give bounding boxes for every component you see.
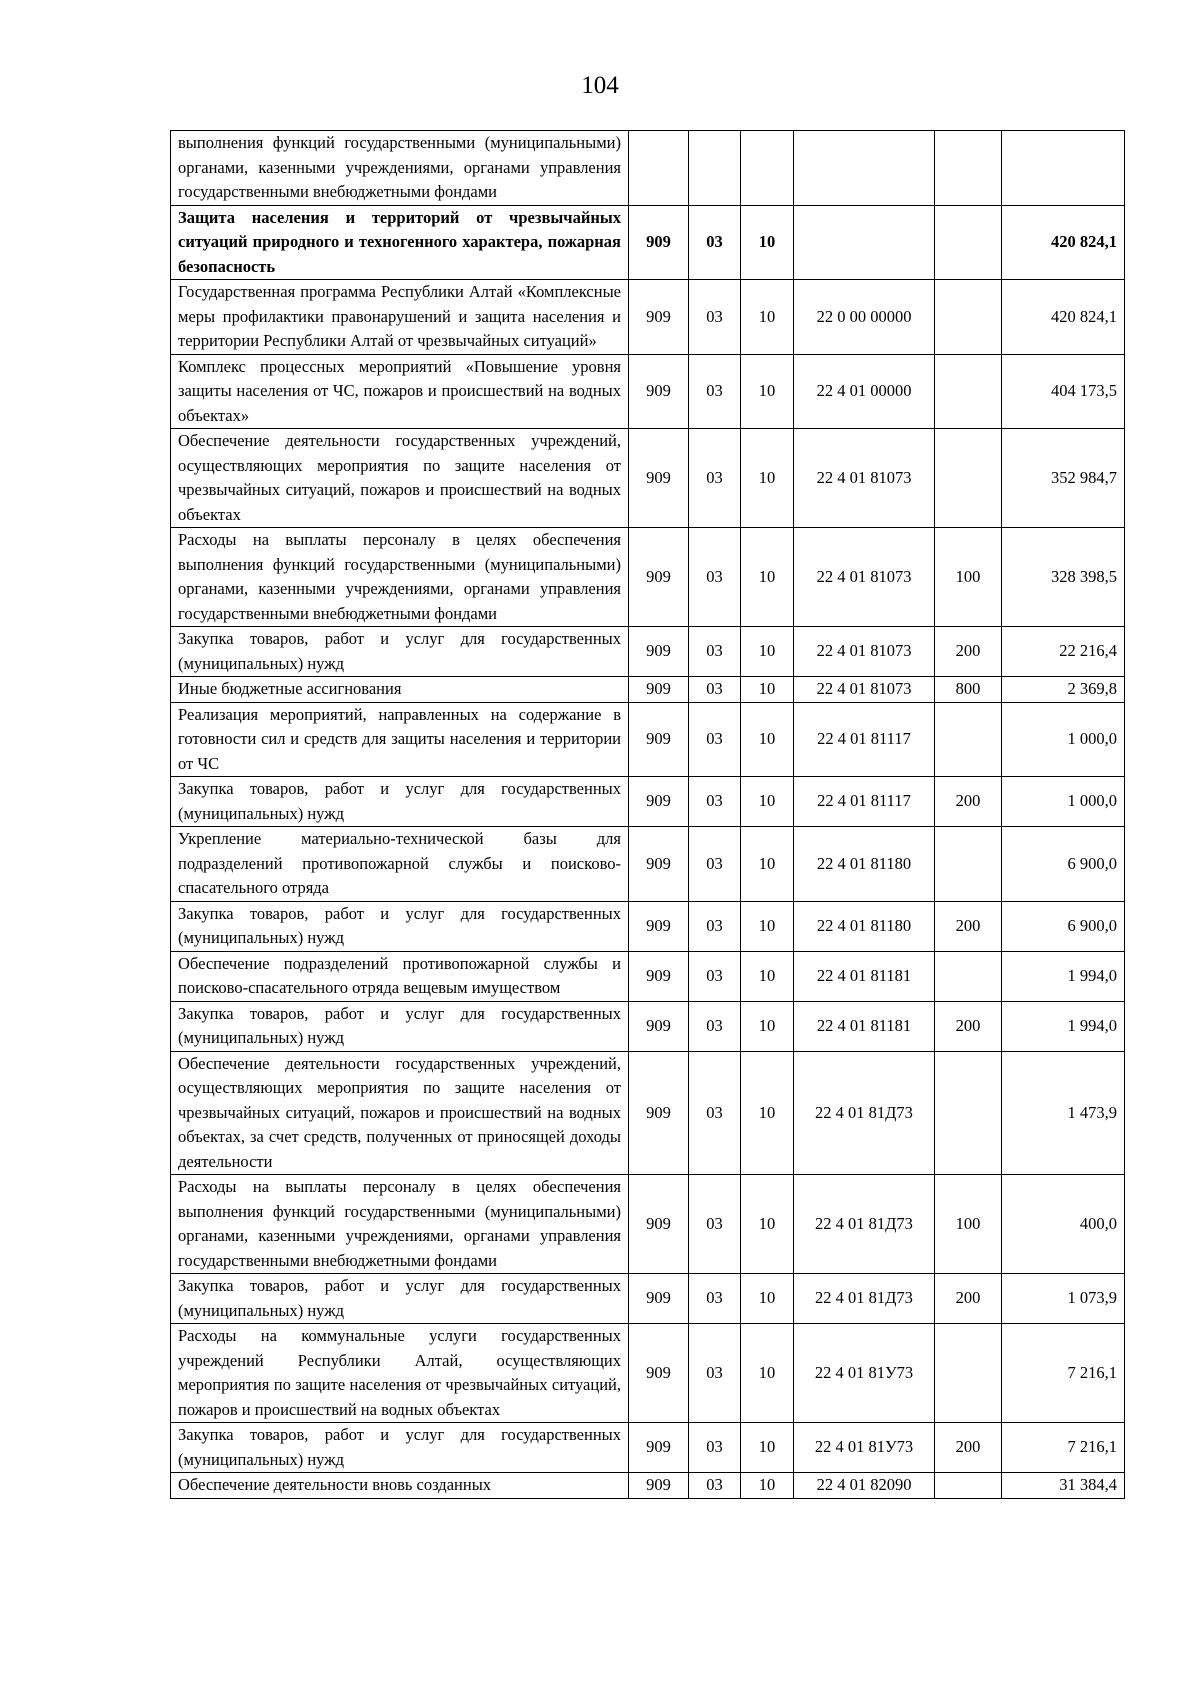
cell-sum: 7 216,1 bbox=[1002, 1423, 1125, 1473]
cell-section-code: 03 bbox=[689, 429, 741, 528]
cell-expense-type bbox=[935, 131, 1002, 206]
table-row bbox=[171, 677, 1125, 703]
cell-subsection-code: 10 bbox=[741, 1423, 794, 1473]
cell-expense-type bbox=[935, 1051, 1002, 1175]
table-row bbox=[171, 1175, 1125, 1274]
cell-expense-type bbox=[935, 951, 1002, 1001]
table-row bbox=[171, 205, 1125, 280]
cell-subsection-code: 10 bbox=[741, 677, 794, 703]
cell-section-code: 03 bbox=[689, 1051, 741, 1175]
cell-subsection-code: 10 bbox=[741, 205, 794, 280]
cell-expense-type: 200 bbox=[935, 627, 1002, 677]
cell-target-article: 22 4 01 81У73 bbox=[794, 1324, 935, 1423]
cell-ministry-code: 909 bbox=[629, 901, 689, 951]
cell-ministry-code: 909 bbox=[629, 429, 689, 528]
table-row bbox=[171, 280, 1125, 355]
cell-sum: 7 216,1 bbox=[1002, 1324, 1125, 1423]
cell-section-code: 03 bbox=[689, 1473, 741, 1499]
cell-section-code: 03 bbox=[689, 528, 741, 627]
cell-target-article: 22 4 01 82090 bbox=[794, 1473, 935, 1499]
cell-name: Реализация мероприятий, направленных на содержание в готовности сил и средств для защиты населения и территории от ЧС bbox=[171, 702, 629, 777]
cell-name: Иные бюджетные ассигнования bbox=[171, 677, 629, 703]
cell-name: Расходы на выплаты персоналу в целях обеспечения выполнения функций государственными (муниципальными) органами, казенными учреждениями, органами управления государственными внебюджетными фондами bbox=[171, 528, 629, 627]
cell-name: Укрепление материально-технической базы для подразделений противопожарной службы и поисково-спасательного отряда bbox=[171, 827, 629, 902]
cell-sum: 1 000,0 bbox=[1002, 777, 1125, 827]
cell-subsection-code: 10 bbox=[741, 827, 794, 902]
cell-sum: 22 216,4 bbox=[1002, 627, 1125, 677]
cell-name: Закупка товаров, работ и услуг для государственных (муниципальных) нужд bbox=[171, 1423, 629, 1473]
cell-expense-type: 100 bbox=[935, 1175, 1002, 1274]
table-row bbox=[171, 627, 1125, 677]
cell-subsection-code: 10 bbox=[741, 1175, 794, 1274]
table-row bbox=[171, 429, 1125, 528]
cell-section-code: 03 bbox=[689, 702, 741, 777]
cell-subsection-code: 10 bbox=[741, 627, 794, 677]
cell-expense-type bbox=[935, 1324, 1002, 1423]
cell-ministry-code: 909 bbox=[629, 354, 689, 429]
cell-target-article: 22 4 01 81117 bbox=[794, 777, 935, 827]
cell-sum: 1 994,0 bbox=[1002, 1001, 1125, 1051]
table-row bbox=[171, 777, 1125, 827]
cell-name: Обеспечение подразделений противопожарной службы и поисково-спасательного отряда вещевым имуществом bbox=[171, 951, 629, 1001]
cell-ministry-code: 909 bbox=[629, 280, 689, 355]
cell-section-code: 03 bbox=[689, 677, 741, 703]
cell-section-code: 03 bbox=[689, 1324, 741, 1423]
cell-name: Закупка товаров, работ и услуг для государственных (муниципальных) нужд bbox=[171, 901, 629, 951]
cell-subsection-code: 10 bbox=[741, 1473, 794, 1499]
cell-target-article: 22 4 01 81181 bbox=[794, 951, 935, 1001]
cell-sum: 1 473,9 bbox=[1002, 1051, 1125, 1175]
cell-target-article: 22 4 01 00000 bbox=[794, 354, 935, 429]
cell-ministry-code: 909 bbox=[629, 1051, 689, 1175]
cell-name: Комплекс процессных мероприятий «Повышение уровня защиты населения от ЧС, пожаров и происшествий на водных объектах» bbox=[171, 354, 629, 429]
cell-sum: 400,0 bbox=[1002, 1175, 1125, 1274]
cell-name: Расходы на выплаты персоналу в целях обеспечения выполнения функций государственными (муниципальными) органами, казенными учреждениями, органами управления государственными внебюджетными фондами bbox=[171, 1175, 629, 1274]
cell-section-code: 03 bbox=[689, 1175, 741, 1274]
table-row bbox=[171, 951, 1125, 1001]
cell-sum: 404 173,5 bbox=[1002, 354, 1125, 429]
cell-ministry-code: 909 bbox=[629, 1175, 689, 1274]
cell-ministry-code: 909 bbox=[629, 1001, 689, 1051]
cell-sum bbox=[1002, 131, 1125, 206]
cell-subsection-code: 10 bbox=[741, 1324, 794, 1423]
cell-target-article bbox=[794, 131, 935, 206]
cell-expense-type bbox=[935, 827, 1002, 902]
budget-table bbox=[170, 130, 1125, 1499]
cell-target-article: 22 4 01 81Д73 bbox=[794, 1051, 935, 1175]
cell-ministry-code: 909 bbox=[629, 627, 689, 677]
cell-target-article: 22 0 00 00000 bbox=[794, 280, 935, 355]
cell-ministry-code: 909 bbox=[629, 1473, 689, 1499]
cell-expense-type bbox=[935, 280, 1002, 355]
cell-sum: 420 824,1 bbox=[1002, 205, 1125, 280]
cell-section-code: 03 bbox=[689, 1274, 741, 1324]
table-row bbox=[171, 131, 1125, 206]
cell-ministry-code: 909 bbox=[629, 1274, 689, 1324]
cell-subsection-code bbox=[741, 131, 794, 206]
cell-target-article bbox=[794, 205, 935, 280]
cell-ministry-code: 909 bbox=[629, 677, 689, 703]
cell-name: Обеспечение деятельности государственных учреждений, осуществляющих мероприятия по защите населения от чрезвычайных ситуаций, пожаров и происшествий на водных объектах, за счет средств, полученных от приносящей доходы деятельности bbox=[171, 1051, 629, 1175]
table-row bbox=[171, 1001, 1125, 1051]
cell-target-article: 22 4 01 81073 bbox=[794, 677, 935, 703]
cell-expense-type bbox=[935, 429, 1002, 528]
cell-sum: 420 824,1 bbox=[1002, 280, 1125, 355]
cell-name: Защита населения и территорий от чрезвычайных ситуаций природного и техногенного характера, пожарная безопасность bbox=[171, 205, 629, 280]
cell-name: Закупка товаров, работ и услуг для государственных (муниципальных) нужд bbox=[171, 627, 629, 677]
cell-ministry-code: 909 bbox=[629, 1324, 689, 1423]
cell-sum: 2 369,8 bbox=[1002, 677, 1125, 703]
cell-ministry-code: 909 bbox=[629, 702, 689, 777]
cell-name: выполнения функций государственными (муниципальными) органами, казенными учреждениями, органами управления государственными внебюджетными фондами bbox=[171, 131, 629, 206]
cell-expense-type bbox=[935, 702, 1002, 777]
cell-ministry-code: 909 bbox=[629, 777, 689, 827]
cell-name: Закупка товаров, работ и услуг для государственных (муниципальных) нужд bbox=[171, 777, 629, 827]
cell-subsection-code: 10 bbox=[741, 702, 794, 777]
cell-subsection-code: 10 bbox=[741, 777, 794, 827]
cell-ministry-code: 909 bbox=[629, 1423, 689, 1473]
page-number: 104 bbox=[581, 72, 619, 99]
cell-name: Закупка товаров, работ и услуг для государственных (муниципальных) нужд bbox=[171, 1274, 629, 1324]
cell-target-article: 22 4 01 81073 bbox=[794, 627, 935, 677]
cell-section-code: 03 bbox=[689, 901, 741, 951]
cell-expense-type bbox=[935, 1473, 1002, 1499]
cell-name: Обеспечение деятельности вновь созданных bbox=[171, 1473, 629, 1499]
table-row bbox=[171, 1324, 1125, 1423]
table-row bbox=[171, 827, 1125, 902]
cell-subsection-code: 10 bbox=[741, 1274, 794, 1324]
cell-expense-type: 200 bbox=[935, 1274, 1002, 1324]
table-row bbox=[171, 1423, 1125, 1473]
cell-target-article: 22 4 01 81У73 bbox=[794, 1423, 935, 1473]
cell-section-code: 03 bbox=[689, 280, 741, 355]
cell-section-code: 03 bbox=[689, 205, 741, 280]
table-row bbox=[171, 1473, 1125, 1499]
cell-expense-type: 200 bbox=[935, 1423, 1002, 1473]
cell-ministry-code: 909 bbox=[629, 827, 689, 902]
cell-expense-type: 200 bbox=[935, 1001, 1002, 1051]
cell-section-code: 03 bbox=[689, 1001, 741, 1051]
cell-subsection-code: 10 bbox=[741, 1001, 794, 1051]
cell-section-code: 03 bbox=[689, 827, 741, 902]
cell-expense-type bbox=[935, 354, 1002, 429]
cell-subsection-code: 10 bbox=[741, 901, 794, 951]
cell-target-article: 22 4 01 81Д73 bbox=[794, 1175, 935, 1274]
table-row bbox=[171, 354, 1125, 429]
table-row bbox=[171, 528, 1125, 627]
cell-subsection-code: 10 bbox=[741, 1051, 794, 1175]
cell-ministry-code: 909 bbox=[629, 205, 689, 280]
cell-name: Закупка товаров, работ и услуг для государственных (муниципальных) нужд bbox=[171, 1001, 629, 1051]
cell-sum: 328 398,5 bbox=[1002, 528, 1125, 627]
cell-subsection-code: 10 bbox=[741, 354, 794, 429]
cell-sum: 1 994,0 bbox=[1002, 951, 1125, 1001]
cell-target-article: 22 4 01 81181 bbox=[794, 1001, 935, 1051]
table-row bbox=[171, 901, 1125, 951]
cell-section-code: 03 bbox=[689, 1423, 741, 1473]
cell-expense-type: 800 bbox=[935, 677, 1002, 703]
cell-sum: 31 384,4 bbox=[1002, 1473, 1125, 1499]
cell-subsection-code: 10 bbox=[741, 280, 794, 355]
cell-sum: 1 073,9 bbox=[1002, 1274, 1125, 1324]
cell-name: Обеспечение деятельности государственных учреждений, осуществляющих мероприятия по защите населения от чрезвычайных ситуаций, пожаров и происшествий на водных объектах bbox=[171, 429, 629, 528]
cell-name: Расходы на коммунальные услуги государственных учреждений Республики Алтай, осуществляющих мероприятия по защите населения от чрезвычайных ситуаций, пожаров и происшествий на водных объектах bbox=[171, 1324, 629, 1423]
cell-sum: 352 984,7 bbox=[1002, 429, 1125, 528]
cell-target-article: 22 4 01 81180 bbox=[794, 827, 935, 902]
cell-target-article: 22 4 01 81073 bbox=[794, 528, 935, 627]
cell-section-code: 03 bbox=[689, 627, 741, 677]
cell-section-code: 03 bbox=[689, 777, 741, 827]
cell-section-code bbox=[689, 131, 741, 206]
cell-section-code: 03 bbox=[689, 951, 741, 1001]
table-row bbox=[171, 702, 1125, 777]
table-row bbox=[171, 1274, 1125, 1324]
cell-name: Государственная программа Республики Алтай «Комплексные меры профилактики правонарушений и защита населения и территории Республики Алтай от чрезвычайных ситуаций» bbox=[171, 280, 629, 355]
cell-section-code: 03 bbox=[689, 354, 741, 429]
cell-expense-type: 200 bbox=[935, 901, 1002, 951]
cell-ministry-code: 909 bbox=[629, 951, 689, 1001]
cell-sum: 1 000,0 bbox=[1002, 702, 1125, 777]
cell-subsection-code: 10 bbox=[741, 951, 794, 1001]
cell-ministry-code bbox=[629, 131, 689, 206]
cell-target-article: 22 4 01 81180 bbox=[794, 901, 935, 951]
cell-expense-type bbox=[935, 205, 1002, 280]
table-row bbox=[171, 1051, 1125, 1175]
cell-target-article: 22 4 01 81073 bbox=[794, 429, 935, 528]
cell-expense-type: 200 bbox=[935, 777, 1002, 827]
cell-target-article: 22 4 01 81Д73 bbox=[794, 1274, 935, 1324]
cell-subsection-code: 10 bbox=[741, 528, 794, 627]
cell-target-article: 22 4 01 81117 bbox=[794, 702, 935, 777]
cell-ministry-code: 909 bbox=[629, 528, 689, 627]
cell-sum: 6 900,0 bbox=[1002, 827, 1125, 902]
cell-subsection-code: 10 bbox=[741, 429, 794, 528]
cell-sum: 6 900,0 bbox=[1002, 901, 1125, 951]
cell-expense-type: 100 bbox=[935, 528, 1002, 627]
